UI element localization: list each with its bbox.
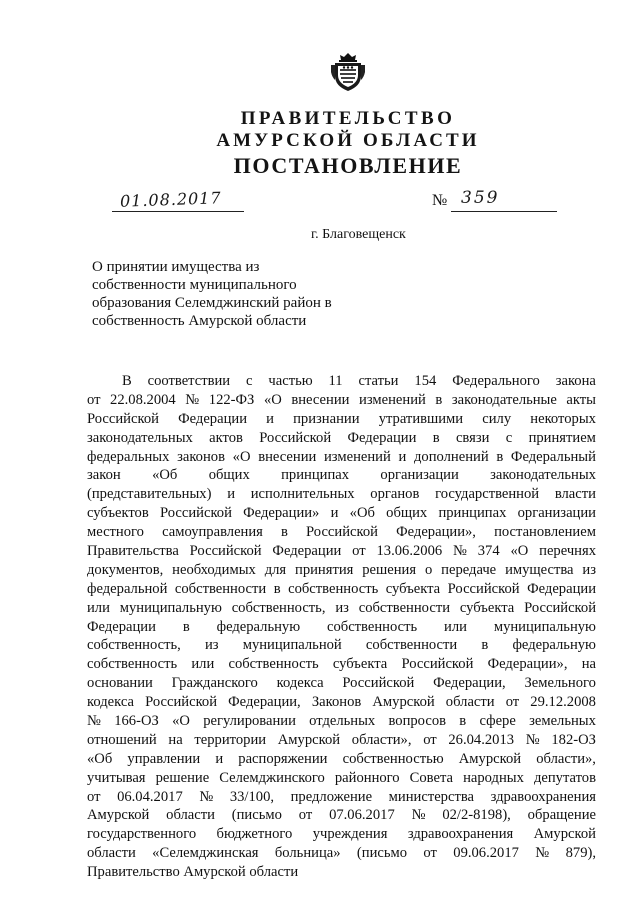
body-line bbox=[87, 561, 596, 580]
body-word: изменений bbox=[359, 391, 426, 408]
body-word: изменений bbox=[324, 448, 391, 465]
document-date: 01.08.2017 bbox=[119, 188, 222, 211]
subject-line: собственности муниципального bbox=[92, 277, 297, 293]
body-line bbox=[87, 636, 596, 655]
body-line bbox=[87, 712, 596, 731]
body-word: от bbox=[87, 788, 101, 805]
document-subject bbox=[92, 258, 382, 330]
body-line bbox=[87, 788, 596, 807]
body-word: документов, bbox=[87, 561, 164, 578]
body-word: на bbox=[168, 731, 183, 748]
body-word: области bbox=[445, 694, 495, 711]
body-line bbox=[87, 693, 596, 712]
subject-line: О принятии имущества из bbox=[92, 259, 260, 275]
body-word: 182-ОЗ bbox=[551, 731, 596, 748]
body-word: № bbox=[199, 788, 214, 805]
body-word: государственной bbox=[435, 486, 540, 503]
subject-line: образования Селемджинский район в bbox=[92, 295, 332, 311]
body-word: принципах bbox=[438, 505, 507, 522]
body-word: из bbox=[582, 561, 596, 578]
body-word: муниципальную bbox=[119, 599, 222, 616]
body-word: 26.04.2013 bbox=[448, 731, 515, 748]
body-word: № bbox=[525, 731, 540, 748]
body-line bbox=[87, 599, 596, 618]
body-word: муниципальной bbox=[242, 637, 342, 654]
body-word: здравоохранения bbox=[490, 788, 596, 805]
body-word: 13.06.2006 bbox=[376, 543, 443, 560]
body-word: здравоохранения bbox=[407, 826, 514, 843]
body-word: утратившими bbox=[378, 410, 464, 427]
body-word: Амурской bbox=[87, 807, 150, 824]
body-word: от bbox=[505, 694, 520, 711]
body-line bbox=[87, 806, 596, 825]
body-word: или bbox=[87, 599, 110, 616]
body-word: (письмо bbox=[356, 845, 408, 862]
body-word: Амурской bbox=[533, 826, 596, 843]
body-word: местного bbox=[87, 524, 144, 541]
body-word: дополнений bbox=[414, 448, 489, 465]
body-word: «Об bbox=[87, 750, 113, 767]
body-word: «Селемджинская bbox=[152, 845, 259, 862]
body-word: собственность bbox=[87, 656, 178, 673]
body-word: исполнительных bbox=[250, 486, 355, 503]
body-word: законодательных bbox=[490, 467, 596, 484]
body-word: соответствии bbox=[147, 373, 231, 389]
body-word: собственностью bbox=[342, 750, 444, 767]
body-word: организации bbox=[517, 505, 596, 522]
body-word: признании bbox=[293, 410, 360, 427]
body-word: в bbox=[182, 618, 190, 635]
body-word: № bbox=[452, 543, 467, 560]
body-word: власти bbox=[554, 486, 596, 503]
body-line-text: Правительство Амурской области bbox=[87, 864, 299, 881]
body-word: Российской bbox=[524, 599, 596, 616]
body-word: субъекта bbox=[459, 599, 515, 616]
body-line bbox=[87, 391, 596, 410]
body-word: собственность bbox=[228, 656, 319, 673]
body-word: Правительства bbox=[87, 543, 179, 560]
body-word: муниципальную bbox=[493, 618, 596, 635]
body-word: Российской bbox=[159, 505, 232, 522]
body-word: Федерации bbox=[178, 410, 247, 427]
body-word: решение bbox=[155, 769, 210, 786]
body-line bbox=[87, 504, 596, 523]
body-word: «Об bbox=[152, 467, 178, 484]
body-word: 154 bbox=[414, 373, 437, 389]
body-word: районного bbox=[334, 769, 400, 786]
body-word: Федерации bbox=[347, 429, 417, 446]
body-word: о bbox=[424, 561, 433, 578]
body-word: бюджетного bbox=[216, 826, 293, 843]
body-word: Федерации bbox=[87, 618, 156, 635]
body-word: акты bbox=[566, 391, 596, 408]
body-word: Российской bbox=[447, 580, 520, 597]
body-word: Гражданского bbox=[171, 675, 258, 692]
body-word: перечнях bbox=[539, 543, 596, 560]
body-word: в bbox=[281, 524, 288, 541]
body-word: Федерации» bbox=[243, 505, 320, 522]
body-word: обращение bbox=[527, 807, 596, 824]
body-word: передаче bbox=[441, 561, 497, 578]
body-word: федеральную bbox=[512, 637, 596, 654]
body-word: 02/2-8198), bbox=[442, 807, 511, 824]
body-word: из bbox=[335, 599, 349, 616]
body-word: Амурской bbox=[458, 750, 522, 767]
body-word: Федеральный bbox=[510, 448, 596, 465]
body-word: области bbox=[87, 845, 136, 862]
body-word: с bbox=[246, 373, 253, 389]
body-word: и bbox=[398, 448, 407, 465]
body-word: государственного bbox=[87, 826, 197, 843]
body-word: основании bbox=[87, 675, 153, 692]
body-word: 879), bbox=[565, 845, 596, 862]
body-word: собственности bbox=[174, 580, 267, 597]
body-word: общих bbox=[208, 467, 250, 484]
body-word: народных bbox=[463, 769, 524, 786]
number-sign: № bbox=[432, 192, 448, 209]
coat-of-arms-icon bbox=[329, 52, 367, 92]
body-word: и bbox=[227, 486, 235, 503]
body-word: 11 bbox=[328, 373, 343, 389]
body-word: и bbox=[266, 410, 274, 427]
body-word: управлении bbox=[127, 750, 201, 767]
body-word: субъекта bbox=[385, 580, 441, 597]
body-line bbox=[87, 655, 596, 674]
body-word: или bbox=[444, 618, 467, 635]
body-word: собственность bbox=[327, 618, 418, 635]
body-word: «О bbox=[263, 391, 282, 408]
body-word: субъекта bbox=[332, 656, 388, 673]
body-word: или bbox=[191, 656, 215, 673]
body-word: законодательные bbox=[451, 391, 557, 408]
body-line bbox=[87, 618, 596, 637]
org-name-line1: ПРАВИТЕЛЬСТВО bbox=[240, 108, 456, 129]
body-word: собственности bbox=[358, 599, 451, 616]
body-line bbox=[87, 523, 596, 542]
body-word: Российской bbox=[145, 694, 218, 711]
body-word: и bbox=[215, 750, 224, 767]
body-word: в bbox=[435, 391, 443, 408]
number-underline bbox=[451, 211, 557, 212]
body-word: Федерации, bbox=[433, 675, 506, 692]
body-word: Федерации, bbox=[228, 694, 301, 711]
body-word: 33/100, bbox=[229, 788, 275, 805]
body-word: 06.04.2017 bbox=[117, 788, 183, 805]
body-word: области bbox=[166, 807, 215, 824]
body-line bbox=[87, 825, 596, 844]
body-word: постановлением bbox=[494, 524, 596, 541]
body-word: внесении bbox=[291, 391, 350, 408]
body-word: регулировании bbox=[203, 713, 296, 730]
body-word: принятием bbox=[528, 429, 596, 446]
body-word: Совета bbox=[409, 769, 454, 786]
body-word: «О bbox=[232, 448, 251, 465]
body-line bbox=[87, 542, 596, 561]
body-word: от bbox=[423, 845, 437, 862]
body-word: Российской bbox=[342, 675, 415, 692]
body-word: отношений bbox=[87, 731, 157, 748]
body-word: Земельного bbox=[524, 675, 596, 692]
body-word: в bbox=[273, 580, 281, 597]
body-word: Российской bbox=[259, 429, 332, 446]
body-word: отдельных bbox=[309, 713, 376, 730]
body-text bbox=[87, 372, 596, 882]
body-line bbox=[87, 372, 596, 391]
body-word: Федерации», bbox=[396, 524, 476, 541]
body-word: на bbox=[581, 656, 596, 673]
body-word: «О bbox=[172, 713, 190, 730]
body-word: принятия bbox=[295, 561, 354, 578]
body-word: собственности bbox=[365, 637, 458, 654]
body-line bbox=[87, 466, 596, 485]
body-word: из bbox=[204, 637, 219, 654]
body-word: федеральную bbox=[216, 618, 301, 635]
body-word: № bbox=[185, 391, 200, 408]
body-word: кодекса bbox=[276, 675, 324, 692]
body-line bbox=[87, 769, 596, 788]
body-word: Российской bbox=[401, 656, 474, 673]
document-type: ПОСТАНОВЛЕНИЕ bbox=[233, 153, 463, 178]
body-word: Селемджинского bbox=[219, 769, 325, 786]
date-underline bbox=[112, 211, 244, 212]
body-word: от bbox=[352, 543, 366, 560]
body-word: 22.08.2004 bbox=[110, 391, 176, 408]
body-word: 122-ФЗ bbox=[208, 391, 255, 408]
body-word: Российской bbox=[87, 410, 159, 427]
body-line bbox=[87, 410, 596, 429]
body-word: «Об bbox=[349, 505, 375, 522]
body-word: 09.06.2017 bbox=[453, 845, 519, 862]
document-number: 359 bbox=[461, 188, 500, 208]
body-word: кодекса bbox=[87, 694, 134, 711]
body-word: № bbox=[87, 713, 101, 730]
body-word: закон bbox=[87, 467, 121, 484]
body-word: «О bbox=[510, 543, 529, 560]
body-word: силу bbox=[482, 410, 512, 427]
body-word: самоуправления bbox=[162, 524, 263, 541]
body-word: решения bbox=[362, 561, 417, 578]
body-word: № bbox=[535, 845, 550, 862]
body-word: больница» bbox=[274, 845, 341, 862]
body-word: Федерального bbox=[452, 373, 540, 389]
body-word: общих bbox=[386, 505, 428, 522]
body-word: учитывая bbox=[87, 769, 146, 786]
body-word: имущества bbox=[505, 561, 574, 578]
body-word: в bbox=[432, 429, 440, 446]
body-word: необходимых bbox=[172, 561, 256, 578]
body-line bbox=[87, 448, 596, 467]
body-word: земельных bbox=[529, 713, 596, 730]
body-word: (письмо bbox=[231, 807, 282, 824]
body-word: Федерации», bbox=[487, 656, 568, 673]
body-word: статьи bbox=[358, 373, 399, 389]
body-word: и bbox=[330, 505, 339, 522]
body-word: Амурской bbox=[372, 694, 435, 711]
body-line bbox=[87, 674, 596, 693]
body-word: от bbox=[298, 807, 313, 824]
body-line bbox=[87, 844, 596, 863]
body-word: 166-ОЗ bbox=[114, 713, 159, 730]
body-word: учреждения bbox=[312, 826, 388, 843]
body-word: области», bbox=[351, 731, 412, 748]
body-word: закона bbox=[555, 373, 596, 389]
body-word: области», bbox=[536, 750, 596, 767]
body-line bbox=[87, 485, 596, 504]
body-word: собственность bbox=[288, 580, 379, 597]
body-word: в bbox=[459, 713, 467, 730]
body-word: законов bbox=[177, 448, 225, 465]
body-word: (представительных) bbox=[87, 486, 212, 503]
body-word: 374 bbox=[477, 543, 500, 560]
body-word: распоряжении bbox=[238, 750, 328, 767]
body-word: от bbox=[423, 731, 437, 748]
body-word: частью bbox=[268, 373, 313, 389]
body-word: для bbox=[264, 561, 287, 578]
body-word: № bbox=[411, 807, 426, 824]
body-word: министерства bbox=[388, 788, 474, 805]
body-word: актов bbox=[209, 429, 243, 446]
body-line bbox=[87, 731, 596, 750]
city-name: г. Благовещенск bbox=[311, 227, 406, 242]
body-word: 29.12.2008 bbox=[530, 694, 596, 711]
body-word: сфере bbox=[479, 713, 516, 730]
body-word: от bbox=[87, 391, 101, 408]
body-word: собственность, bbox=[87, 637, 181, 654]
body-word: Федерации bbox=[527, 580, 596, 597]
body-word: В bbox=[122, 373, 132, 389]
body-word: 07.06.2017 bbox=[329, 807, 395, 824]
body-line bbox=[87, 580, 596, 599]
body-word: принципах bbox=[281, 467, 350, 484]
body-line bbox=[87, 863, 596, 882]
body-word: Российской bbox=[189, 543, 262, 560]
body-word: с bbox=[505, 429, 513, 446]
org-name-line2: АМУРСКОЙ ОБЛАСТИ bbox=[216, 130, 480, 151]
body-word: субъектов bbox=[87, 505, 149, 522]
body-line bbox=[87, 429, 596, 448]
body-word: законодательных bbox=[87, 429, 193, 446]
body-word: федеральных bbox=[87, 448, 170, 465]
body-line bbox=[87, 750, 596, 769]
body-word: связи bbox=[455, 429, 490, 446]
body-word: в bbox=[481, 637, 489, 654]
body-word: органов bbox=[370, 486, 420, 503]
body-word: Российской bbox=[306, 524, 378, 541]
body-word: Амурской bbox=[277, 731, 341, 748]
body-word: предложение bbox=[290, 788, 373, 805]
body-word: территории bbox=[194, 731, 267, 748]
body-word: федеральной bbox=[87, 580, 168, 597]
body-word: некоторых bbox=[530, 410, 596, 427]
body-word: депутатов bbox=[533, 769, 596, 786]
body-word: внесении bbox=[258, 448, 317, 465]
subject-line: собственность Амурской области bbox=[92, 313, 307, 329]
body-word: вопросов bbox=[388, 713, 447, 730]
body-word: Федерации bbox=[272, 543, 342, 560]
body-word: собственность, bbox=[231, 599, 326, 616]
body-word: организации bbox=[380, 467, 459, 484]
body-word: Законов bbox=[311, 694, 362, 711]
body-word: в bbox=[496, 448, 504, 465]
